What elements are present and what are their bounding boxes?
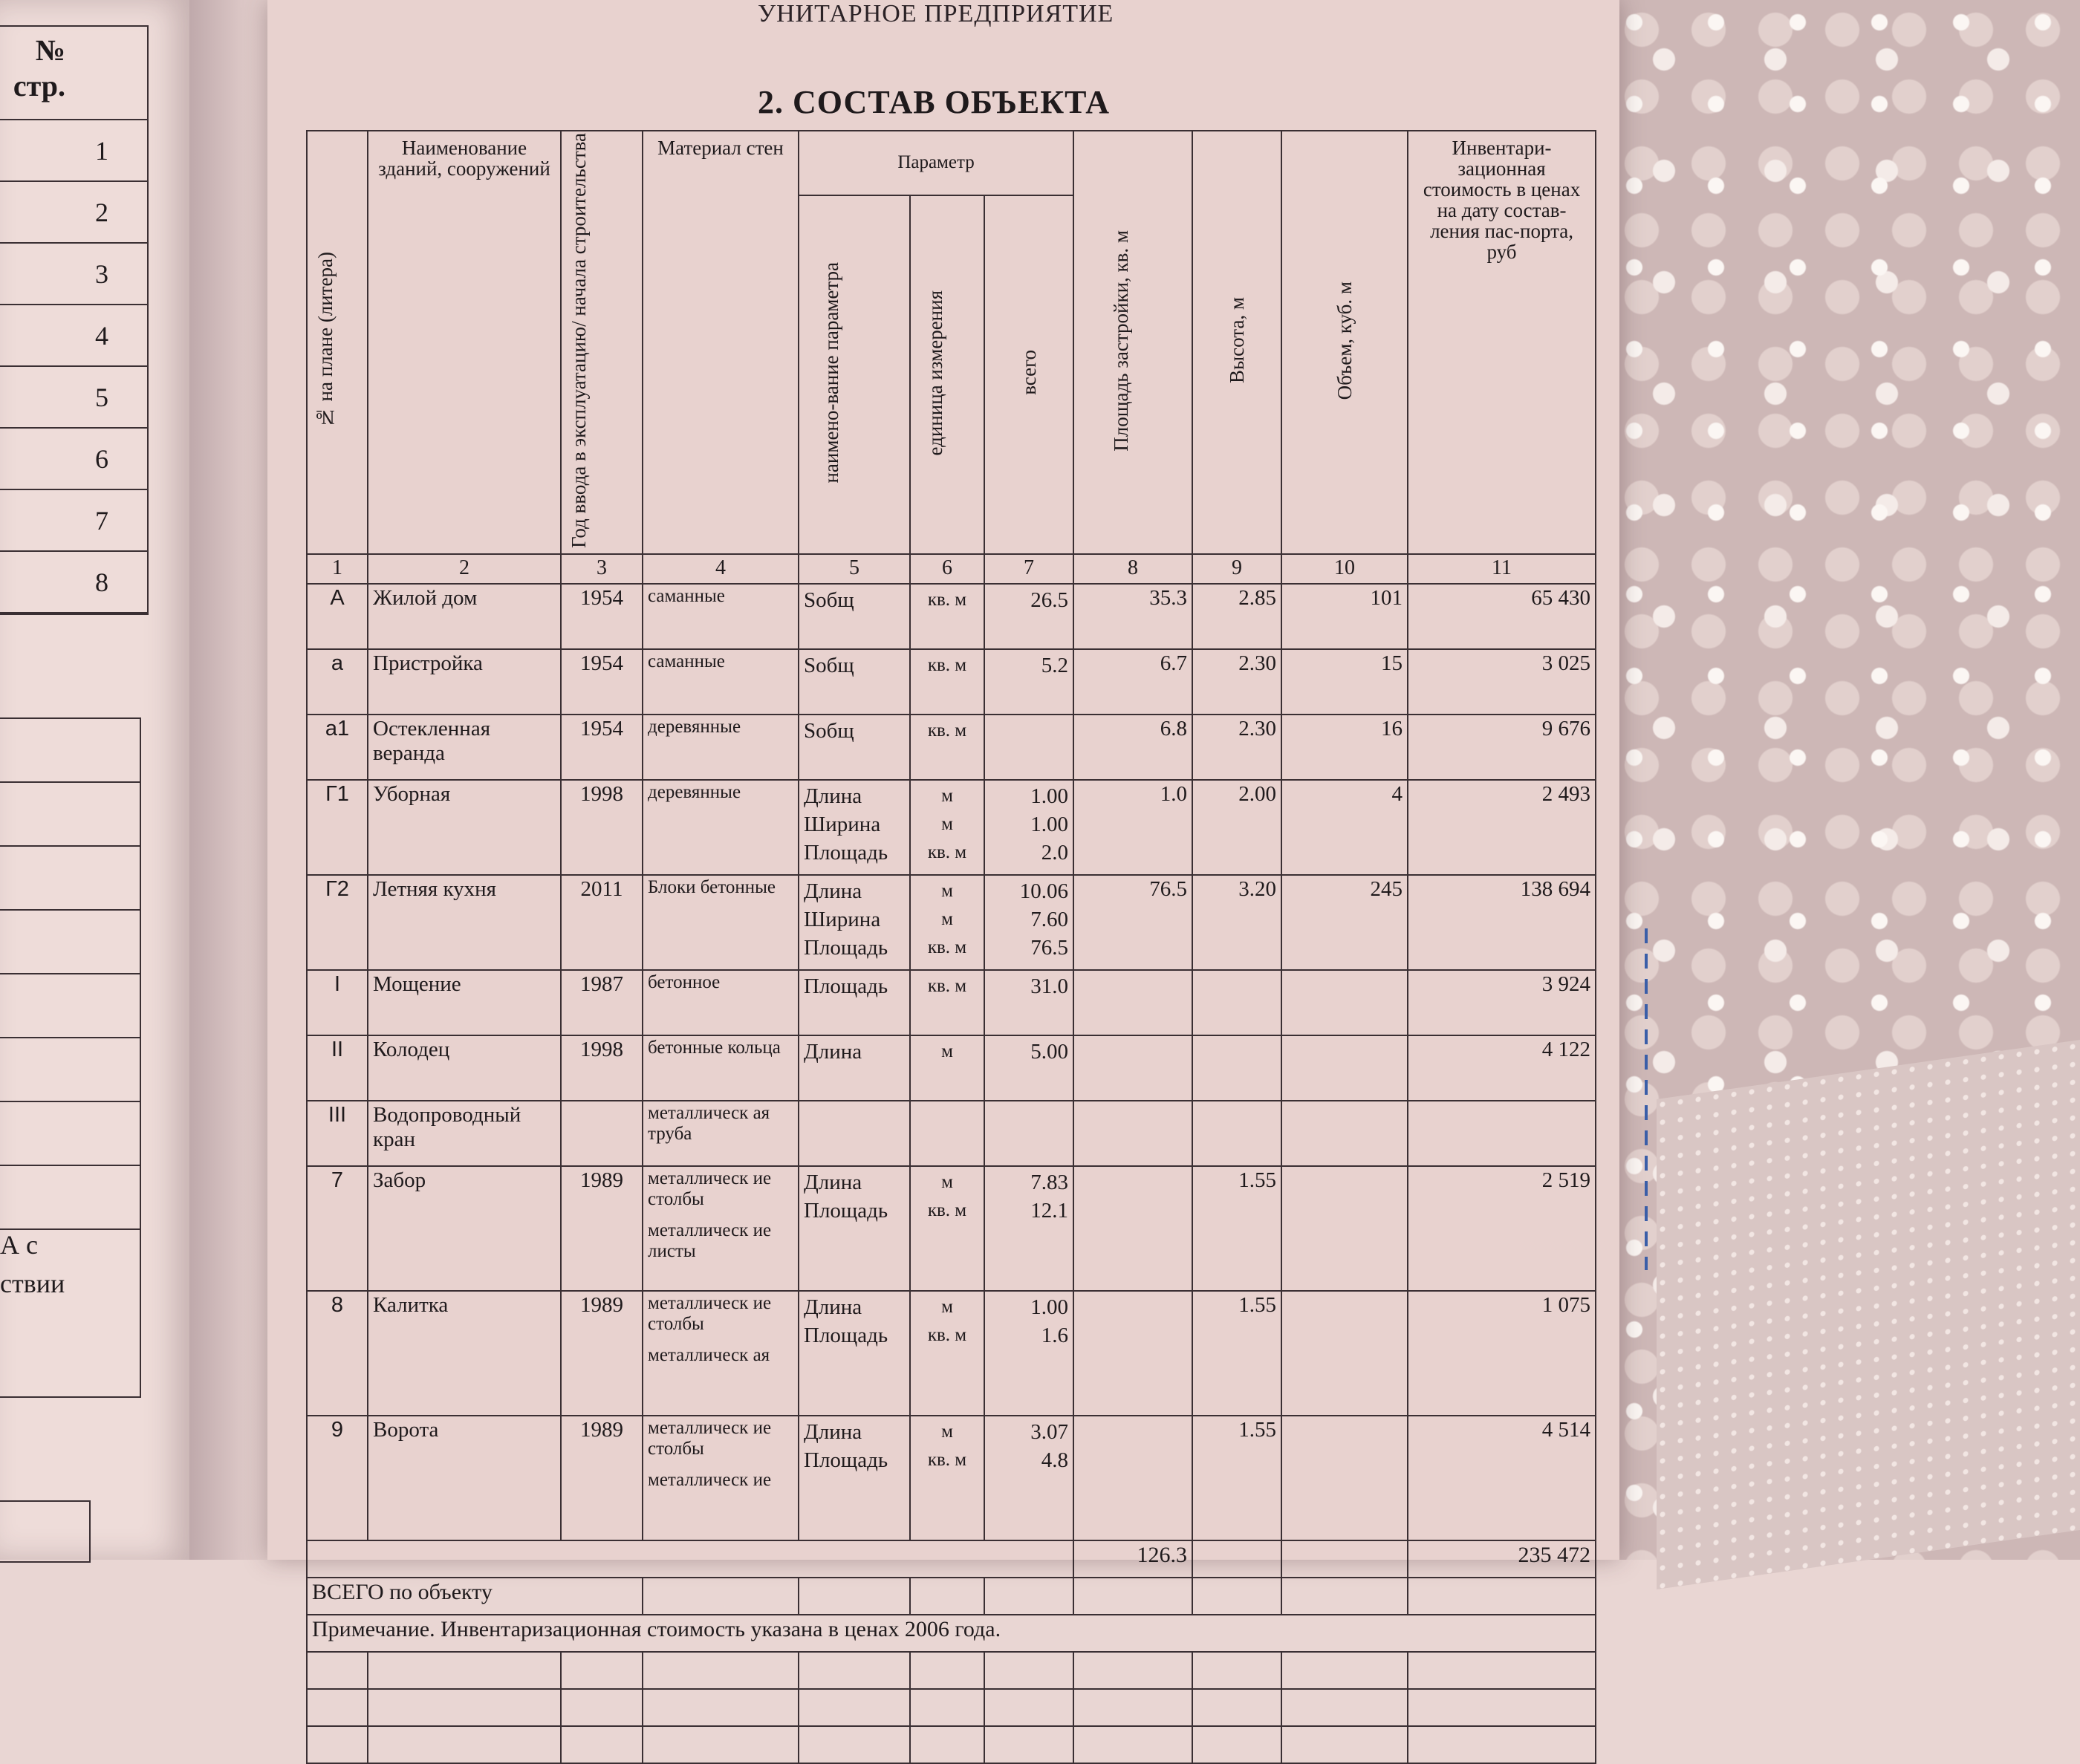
param-name: Длина [804,879,862,903]
subtotal-cost: 235 472 [1408,1540,1596,1578]
row-cost: 2 493 [1408,780,1596,875]
row-year: 1998 [561,780,643,875]
param-unit: кв. м [927,975,967,996]
row-height: 1.55 [1192,1416,1281,1540]
param-name-cell [799,1101,910,1166]
row-area [1073,1291,1192,1416]
organization-title: УНИТАРНОЕ ПРЕДПРИЯТИЕ [758,0,1114,27]
param-unit-cell [910,1035,984,1101]
row-cost: 4 514 [1408,1416,1596,1540]
param-name: Длина [804,1295,862,1319]
param-unit-cell [910,649,984,715]
booklet-spine [189,0,279,1560]
row-year: 1989 [561,1416,643,1540]
param-name-cell [799,584,910,649]
row-literal: Г1 [307,780,368,875]
row-volume: 16 [1281,715,1408,780]
param-unit-cell [910,1101,984,1166]
header-height: Высота, м [1226,297,1249,384]
row-height: 2.85 [1192,584,1281,649]
row-height: 2.30 [1192,649,1281,715]
param-total-cell [984,780,1073,875]
column-number: 7 [984,554,1073,584]
header-param-unit: единица измерения [924,290,946,456]
param-unit-cell [910,780,984,875]
param-name: Sобщ [804,718,854,743]
header-year: Год ввода в эксплуатацию/ начала строительства [568,133,590,548]
subtotal-area: 126.3 [1073,1540,1192,1578]
param-total: 1.00 [1030,812,1069,836]
column-number: 10 [1281,554,1408,584]
table-row [307,875,1596,970]
row-literal: а1 [307,715,368,780]
param-unit-cell [910,1291,984,1416]
row-volume [1281,1101,1408,1166]
row-volume [1281,1035,1408,1101]
param-total: 5.2 [1041,653,1069,677]
row-area: 76.5 [1073,875,1192,970]
note-row [307,1615,1596,1652]
total-row [307,1578,1596,1615]
row-year: 1987 [561,970,643,1035]
param-total: 3.07 [1030,1419,1069,1444]
param-total-cell [984,1291,1073,1416]
param-unit: кв. м [927,1324,967,1345]
row-year: 2011 [561,875,643,970]
row-volume [1281,1416,1408,1540]
column-number: 5 [799,554,910,584]
param-unit: м [941,880,953,901]
row-cost: 1 075 [1408,1291,1596,1416]
row-height [1192,970,1281,1035]
param-name: Площадь [804,1448,888,1472]
lace-background-band [1657,1040,2080,1589]
left-booklet-page [0,0,189,1560]
row-material [643,970,799,1035]
param-total: 10.06 [1019,879,1069,903]
table-row [307,970,1596,1035]
param-unit: м [941,785,953,806]
param-unit: кв. м [927,1449,967,1470]
table-row [307,584,1596,649]
param-name: Длина [804,1039,862,1064]
row-literal: а [307,649,368,715]
row-material-text: металлическ ая труба [648,1102,770,1144]
row-material-text: бетонное [648,971,721,992]
header-parameter: Параметр [897,152,975,173]
row-material [643,1035,799,1101]
param-total: 1.00 [1030,784,1069,808]
row-cost [1408,1101,1596,1166]
param-total: 26.5 [1030,588,1069,612]
row-name: Водопроводный кран [368,1101,561,1166]
param-name: Длина [804,1419,862,1444]
row-material [643,1416,799,1540]
param-name-cell [799,875,910,970]
row-material [643,1101,799,1166]
table-row [307,780,1596,875]
param-unit-cell [910,584,984,649]
row-cost: 2 519 [1408,1166,1596,1291]
row-year: 1989 [561,1166,643,1291]
row-area [1073,1166,1192,1291]
object-composition-table [306,130,1596,1764]
row-literal: 9 [307,1416,368,1540]
row-material-text: металлическ ие столбы [648,1292,772,1334]
param-name-cell [799,715,910,780]
param-name-cell [799,1291,910,1416]
row-literal: I [307,970,368,1035]
header-volume: Объем, куб. м [1333,281,1356,400]
row-height: 1.55 [1192,1166,1281,1291]
param-name-cell [799,649,910,715]
row-literal: 7 [307,1166,368,1291]
note-text: Примечание. Инвентаризационная стоимость указана в ценах 2006 года. [307,1615,1596,1652]
row-name: Летняя кухня [368,875,561,970]
row-area: 1.0 [1073,780,1192,875]
row-material-text-2: металлическ ие [648,1469,772,1490]
row-name: Уборная [368,780,561,875]
param-total-cell [984,1416,1073,1540]
column-number: 4 [643,554,799,584]
param-name: Длина [804,784,862,808]
header-param-total: всего [1018,350,1041,396]
page-index-row: 2 [0,182,147,244]
param-total-cell [984,970,1073,1035]
param-total: 31.0 [1030,974,1069,998]
row-material [643,649,799,715]
header-area: Площадь застройки, кв. м [1110,230,1133,452]
column-number: 6 [910,554,984,584]
param-unit-cell [910,1416,984,1540]
param-total-cell [984,649,1073,715]
row-name: Ворота [368,1416,561,1540]
page-index-row: 5 [0,367,147,429]
row-name: Жилой дом [368,584,561,649]
param-unit: кв. м [927,1200,967,1220]
table-row [307,1101,1596,1166]
row-material-text: саманные [648,651,725,671]
param-name: Sобщ [804,653,854,677]
column-number: 8 [1073,554,1192,584]
row-literal: III [307,1101,368,1166]
param-name: Площадь [804,1198,888,1223]
row-material-text: металлическ ие столбы [648,1168,772,1209]
row-material-text: саманные [648,585,725,606]
section-title: 2. СОСТАВ ОБЪЕКТА [758,84,1111,120]
param-name: Ширина [804,812,881,836]
row-cost: 138 694 [1408,875,1596,970]
param-total: 7.60 [1030,907,1069,931]
row-literal: А [307,584,368,649]
param-total: 1.6 [1041,1323,1069,1347]
row-material-text-2: металлическ ая [648,1344,770,1365]
row-material [643,875,799,970]
row-material-text: Блоки бетонные [648,876,776,897]
param-unit-cell [910,715,984,780]
table-row [307,1166,1596,1291]
row-material-text: деревянные [648,781,741,802]
param-name-cell [799,780,910,875]
param-unit-cell [910,1166,984,1291]
row-area [1073,1035,1192,1101]
param-unit: кв. м [927,720,967,741]
header-material: Материал стен [657,137,784,159]
row-volume [1281,1291,1408,1416]
subtotal-row [307,1540,1596,1578]
table-row [307,1416,1596,1540]
row-literal: II [307,1035,368,1101]
row-area [1073,1416,1192,1540]
table-row [307,715,1596,780]
page-index-table [0,25,149,615]
row-area [1073,970,1192,1035]
row-height [1192,1101,1281,1166]
row-literal: 8 [307,1291,368,1416]
header-param-name: наимено-вание параметра [820,262,842,484]
param-unit: кв. м [927,589,967,610]
page-index-row: 7 [0,490,147,552]
row-material [643,715,799,780]
param-name: Площадь [804,840,888,865]
row-height: 3.20 [1192,875,1281,970]
row-name: Калитка [368,1291,561,1416]
row-material-text: деревянные [648,716,741,737]
param-total [989,717,1068,745]
row-area: 6.7 [1073,649,1192,715]
page-index-row: 1 [0,120,147,182]
row-material-text: бетонные кольца [648,1037,781,1058]
param-total: 7.83 [1030,1170,1069,1194]
param-name-cell [799,1035,910,1101]
param-unit: м [941,1421,953,1442]
param-name: Длина [804,1170,862,1194]
total-label: ВСЕГО по объекту [307,1578,643,1615]
row-name: Мощение [368,970,561,1035]
row-volume: 4 [1281,780,1408,875]
row-material [643,1166,799,1291]
row-volume [1281,1166,1408,1291]
param-unit: м [941,1171,953,1192]
table-row [307,1291,1596,1416]
left-page-fragment: А с ствии [0,1230,65,1298]
param-unit: м [941,1041,953,1061]
param-total: 2.0 [1041,840,1069,865]
row-cost: 65 430 [1408,584,1596,649]
row-material [643,584,799,649]
page-index-row: 4 [0,305,147,367]
param-total-cell [984,1101,1073,1166]
param-total: 5.00 [1030,1039,1069,1064]
param-total: 76.5 [1030,935,1069,960]
row-height: 2.30 [1192,715,1281,780]
blue-pen-mark [1645,928,1648,1270]
param-name: Площадь [804,935,888,960]
blank-row [307,1652,1596,1689]
param-unit-cell [910,875,984,970]
param-total-cell [984,584,1073,649]
row-cost: 3 025 [1408,649,1596,715]
row-material [643,1291,799,1416]
page-index-row: 8 [0,552,147,614]
param-unit: кв. м [927,654,967,675]
row-volume [1281,970,1408,1035]
param-unit: м [941,813,953,834]
column-number: 1 [307,554,368,584]
row-material-text-2: металлическ ие листы [648,1220,772,1261]
row-cost: 9 676 [1408,715,1596,780]
row-year: 1989 [561,1291,643,1416]
param-name: Площадь [804,1323,888,1347]
page-index-row: 3 [0,244,147,305]
blank-row [307,1689,1596,1726]
page-index-header: № стр. [0,27,147,120]
param-total: 1.00 [1030,1295,1069,1319]
row-year: 1954 [561,584,643,649]
row-height [1192,1035,1281,1101]
row-name: Остекленная веранда [368,715,561,780]
param-name-cell [799,1166,910,1291]
row-height: 1.55 [1192,1291,1281,1416]
row-year: 1954 [561,649,643,715]
param-total: 12.1 [1030,1198,1069,1223]
header-cost: Инвентари-зационная стоимость в ценах на дату состав-ления пас-порта, руб [1423,137,1581,263]
row-height: 2.00 [1192,780,1281,875]
table-row [307,649,1596,715]
column-number: 2 [368,554,561,584]
param-unit: м [941,1296,953,1317]
row-material-text: металлическ ие столбы [648,1417,772,1459]
param-unit-cell [910,970,984,1035]
param-unit: м [941,908,953,929]
param-unit: кв. м [927,842,967,862]
row-year: 1998 [561,1035,643,1101]
row-cost: 3 924 [1408,970,1596,1035]
row-literal: Г2 [307,875,368,970]
row-area: 35.3 [1073,584,1192,649]
row-cost: 4 122 [1408,1035,1596,1101]
param-name-cell [799,1416,910,1540]
param-name: Площадь [804,974,888,998]
blank-row [307,1726,1596,1763]
column-number: 3 [561,554,643,584]
param-total-cell [984,1166,1073,1291]
param-name: Ширина [804,907,881,931]
header-name: Наименование зданий, сооружений [378,137,550,180]
row-year: 1954 [561,715,643,780]
table-row [307,1035,1596,1101]
row-year [561,1101,643,1166]
param-unit: кв. м [927,937,967,957]
row-area [1073,1101,1192,1166]
row-volume: 245 [1281,875,1408,970]
column-number: 9 [1192,554,1281,584]
param-name-cell [799,970,910,1035]
header-lit: № на плане (литера) [314,252,337,429]
row-area: 6.8 [1073,715,1192,780]
param-total-cell [984,875,1073,970]
param-name: Sобщ [804,588,854,612]
row-volume: 15 [1281,649,1408,715]
param-total-cell [984,1035,1073,1101]
row-volume: 101 [1281,584,1408,649]
param-total-cell [984,715,1073,780]
column-number: 11 [1408,554,1596,584]
page-index-row: 6 [0,429,147,490]
left-small-box [0,1500,91,1563]
param-total: 4.8 [1041,1448,1069,1472]
row-name: Пристройка [368,649,561,715]
row-material [643,780,799,875]
row-name: Забор [368,1166,561,1291]
row-name: Колодец [368,1035,561,1101]
